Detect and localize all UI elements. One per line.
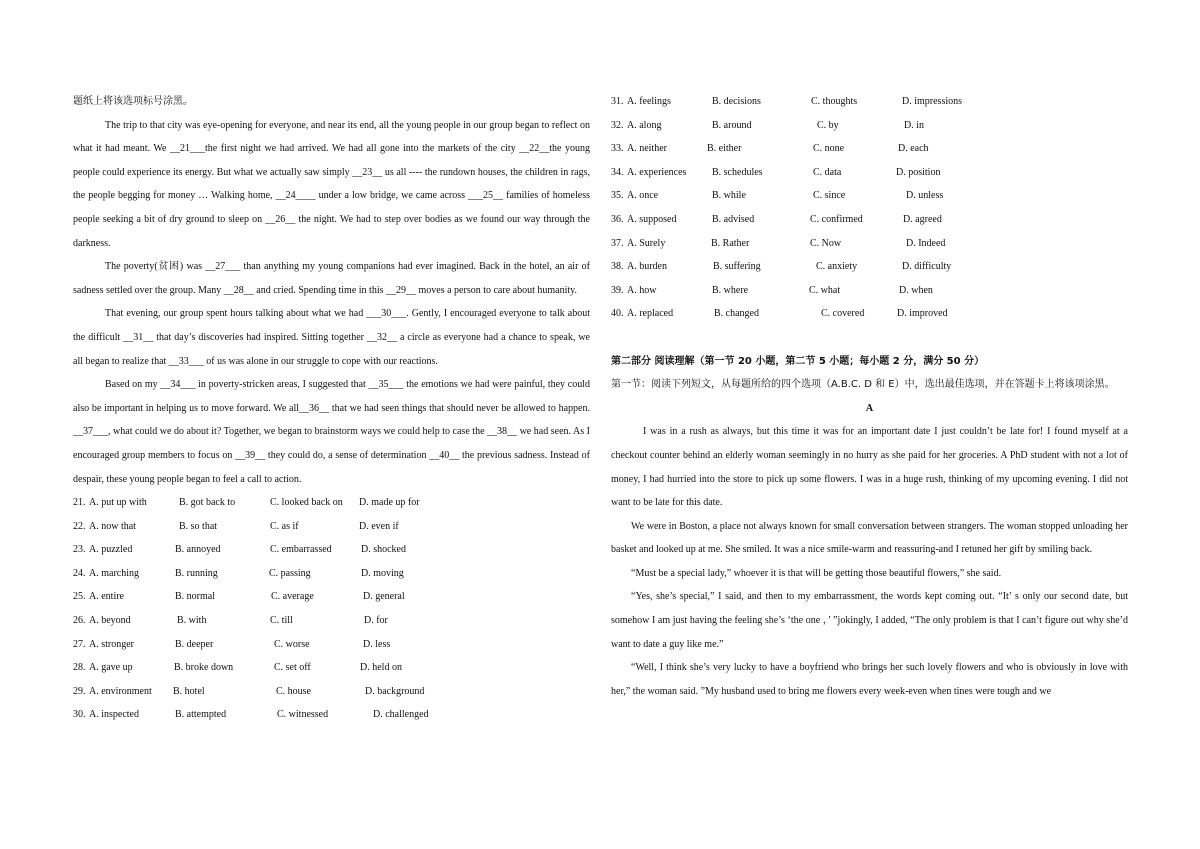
question-row xyxy=(611,161,1128,185)
question-row xyxy=(611,184,1128,208)
option-b: B. advised xyxy=(712,213,755,225)
passage-paragraph-2: We were in Boston, a place not always known for small conversation between strangers. The woman stopped unloading her basket and looked up at me. She smiled. It was a nice smile-warm and reassuring-and I retuned her gift by smiling back. xyxy=(611,520,1128,556)
question-list-left xyxy=(73,491,590,727)
question-row xyxy=(73,703,590,727)
question-row xyxy=(611,302,1128,326)
left-column xyxy=(73,90,590,727)
question-number: 34. xyxy=(611,166,624,178)
option-a: A. environment xyxy=(89,685,152,697)
option-a: A. replaced xyxy=(627,308,674,320)
option-c: C. as if xyxy=(270,520,299,532)
question-number: 22. xyxy=(73,520,86,532)
question-number: 38. xyxy=(611,261,624,273)
question-row xyxy=(73,562,590,586)
right-column xyxy=(611,90,1128,703)
option-b: B. where xyxy=(712,284,749,296)
question-number: 40. xyxy=(611,308,624,320)
option-c: C. set off xyxy=(274,662,311,674)
option-d: D. Indeed xyxy=(906,237,946,249)
question-row xyxy=(73,538,590,562)
option-c: C. embarrassed xyxy=(270,544,332,556)
option-b: B. while xyxy=(712,190,746,202)
option-a: A. how xyxy=(627,284,657,296)
option-b: B. decisions xyxy=(712,96,761,107)
question-number: 25. xyxy=(73,591,86,603)
option-a: A. feelings xyxy=(627,96,671,107)
intro-line: 题纸上将该选项标号涂黑。 xyxy=(73,96,193,107)
question-number: 21. xyxy=(73,497,86,509)
option-c: C. worse xyxy=(274,638,310,650)
option-b: B. changed xyxy=(714,308,759,320)
question-list-right xyxy=(611,90,1128,326)
option-a: A. along xyxy=(627,119,662,131)
question-number: 35. xyxy=(611,190,624,202)
option-b: B. attempted xyxy=(175,709,227,721)
question-row xyxy=(611,208,1128,232)
question-row xyxy=(611,255,1128,279)
option-d: D. agreed xyxy=(903,213,942,225)
option-b: B. hotel xyxy=(173,685,205,697)
cloze-paragraph-1: The trip to that city was eye-opening for everyone, and near its end, all the young people in our group began to reflect on what it had meant. We __21___the first night we had arrived. We had all gone into the markets of the city __22__the young people could experience its energy. But what we actually saw simply __23__ us all ---- the rundown houses, the children in rags, the people begging for money … Walking home, __24____ under a low bridge, we came across ___25__ families of homeless people seeking a bit of dry ground to sleep on __26__ the night. We had to step over bodies as we found our way through the darkness. xyxy=(73,119,590,249)
option-c: C. till xyxy=(270,615,293,627)
question-row xyxy=(611,232,1128,256)
cloze-paragraph-4: Based on my __34___ in poverty-stricken areas, I suggested that __35___ the emotions we had were painful, they could also be important in helping us to move forward. We all__36__ that we had seen things that should never be allowed to happen. __37___, what could we do about it? Together, we began to brainstorm ways we could help to case the __38__ we had seen. As I encouraged group members to focus on __39__ they could do, a sense of determination __40__ the previous sadness. Instead of despair, these young people began to feel a call to action. xyxy=(73,379,590,485)
question-number: 26. xyxy=(73,615,86,627)
option-c: C. data xyxy=(813,166,842,178)
option-c: C. average xyxy=(271,591,314,603)
passage-label: A xyxy=(865,402,874,414)
option-c: C. covered xyxy=(821,308,865,320)
option-d: D. difficulty xyxy=(902,261,952,273)
option-d: D. moving xyxy=(361,567,404,579)
option-d: D. each xyxy=(898,143,929,155)
passage-paragraph-4: “Yes, she’s special,” I said, and then to my embarrassment, the words kept coming out. “It’ s only our second date, but somehow I am just having the feeling she’s ‘the one ，’ ”jokingly, I added, “The only problem is that I can’t figure out why she’d want to date a guy like me.” xyxy=(611,591,1128,650)
cloze-paragraph-3: That evening, our group spent hours talking about what we had ___30___. Gently, I encouraged everyone to talk about the difficult __31__ that day’s discoveries had inspired. Sitting together __32__ a circle as everyone had a chance to speak, we all began to realize that __33___ of us was alone in our struggle to cope with our reactions. xyxy=(73,308,590,367)
option-c: C. looked back on xyxy=(270,497,343,509)
option-a: A. once xyxy=(627,190,659,202)
passage-paragraph-5: “Well, I think she’s very lucky to have a boyfriend who brings her such lovely flowers and who is obviously in love with her,” the woman said. ”My husband used to bring me flowers every week-even when tines were tough and we xyxy=(611,662,1128,697)
option-b: B. either xyxy=(707,143,742,155)
question-row xyxy=(611,137,1128,161)
option-b: B. with xyxy=(177,615,207,627)
question-number: 31. xyxy=(611,96,624,107)
question-number: 28. xyxy=(73,662,86,674)
option-a: A. neither xyxy=(627,143,667,155)
option-d: D. improved xyxy=(897,308,948,320)
question-number: 32. xyxy=(611,119,624,131)
question-row xyxy=(73,515,590,539)
option-b: B. Rather xyxy=(711,237,750,249)
option-d: D. shocked xyxy=(361,544,406,556)
question-number: 30. xyxy=(73,709,86,721)
question-number: 37. xyxy=(611,237,624,249)
question-number: 29. xyxy=(73,685,86,697)
question-row xyxy=(73,609,590,633)
option-d: D. held on xyxy=(360,662,402,674)
option-d: D. challenged xyxy=(373,709,429,721)
option-a: A. marching xyxy=(89,567,139,579)
option-d: D. unless xyxy=(906,190,944,202)
question-row xyxy=(73,680,590,704)
question-number: 24. xyxy=(73,567,86,579)
option-a: A. stronger xyxy=(89,638,134,650)
question-number: 27. xyxy=(73,638,86,650)
question-number: 36. xyxy=(611,213,624,225)
option-c: C. confirmed xyxy=(810,213,863,225)
option-a: A. burden xyxy=(627,261,667,273)
option-b: B. suffering xyxy=(713,261,761,273)
option-d: D. position xyxy=(896,166,941,178)
question-number: 33. xyxy=(611,143,624,155)
option-a: A. beyond xyxy=(89,615,131,627)
option-a: A. experiences xyxy=(627,166,687,178)
option-a: A. now that xyxy=(89,520,136,532)
option-c: C. what xyxy=(809,284,841,296)
option-d: D. less xyxy=(363,638,391,650)
option-a: A. puzzled xyxy=(89,544,133,556)
section-instruction: 第一节：阅读下列短文，从每题所给的四个选项（A.B.C. D 和 E）中，选出最佳选项，并在答题卡上将该项涂黑。 xyxy=(611,379,1115,391)
passage-paragraph-3: “Must be a special lady,” whoever it is that will be getting those beautiful flowers,” she said. xyxy=(631,567,1002,579)
option-b: B. around xyxy=(712,119,752,131)
option-d: D. for xyxy=(364,615,388,627)
option-d: D. background xyxy=(365,685,425,697)
option-b: B. normal xyxy=(175,591,215,603)
option-c: C. thoughts xyxy=(811,96,858,107)
question-number: 23. xyxy=(73,544,86,556)
option-c: C. by xyxy=(817,119,839,131)
section-gap xyxy=(611,326,1128,350)
question-row xyxy=(611,90,1128,114)
question-row xyxy=(73,491,590,515)
cloze-paragraph-2: The poverty(贫困) was __27___ than anything my young companions had ever imagined. Back in the hotel, an air of sadness settled over the group. Many __28__ and cried. Spending time in this __29__ moves a person to care about humanity. xyxy=(73,261,590,296)
passage-paragraph-1: I was in a rush as always, but this time it was for an important date I just couldn’t be late for! I found myself at a checkout counter behind an elderly woman seemingly in no hurry as she paid for her groceries. A PhD student with not a lot of money, I had hurried into the store to pick up some flowers. I was in a huge rush, thinking of my upcoming evening. I did not want to be late for this date. xyxy=(611,426,1128,509)
option-b: B. got back to xyxy=(179,497,236,509)
option-a: A. inspected xyxy=(89,709,139,721)
question-row xyxy=(73,656,590,680)
option-b: B. running xyxy=(175,567,218,579)
option-a: A. Surely xyxy=(627,237,666,249)
option-d: D. general xyxy=(363,591,405,603)
option-c: C. passing xyxy=(269,567,311,579)
option-b: B. deeper xyxy=(175,638,214,650)
option-c: C. since xyxy=(813,190,846,202)
option-d: D. impressions xyxy=(902,96,962,107)
option-b: B. annoyed xyxy=(175,544,221,556)
question-row xyxy=(73,585,590,609)
option-c: C. Now xyxy=(810,237,842,249)
question-number: 39. xyxy=(611,284,624,296)
option-a: A. gave up xyxy=(89,662,133,674)
option-c: C. anxiety xyxy=(816,261,858,273)
option-c: C. witnessed xyxy=(277,709,329,721)
option-b: B. so that xyxy=(179,520,218,532)
option-c: C. none xyxy=(813,143,845,155)
question-row xyxy=(611,279,1128,303)
option-d: D. made up for xyxy=(359,497,420,509)
option-d: D. in xyxy=(904,119,924,131)
option-b: B. schedules xyxy=(712,166,763,178)
question-row xyxy=(73,633,590,657)
question-row xyxy=(611,114,1128,138)
option-d: D. when xyxy=(899,284,933,296)
option-a: A. put up with xyxy=(89,497,147,509)
option-c: C. house xyxy=(276,685,311,697)
section-title: 第二部分 阅读理解（第一节 20 小题，第二节 5 小题；每小题 2 分，满分 50 分） xyxy=(611,355,985,367)
option-a: A. supposed xyxy=(627,213,677,225)
option-a: A. entire xyxy=(89,591,124,603)
option-d: D. even if xyxy=(359,520,399,532)
option-b: B. broke down xyxy=(174,662,234,674)
